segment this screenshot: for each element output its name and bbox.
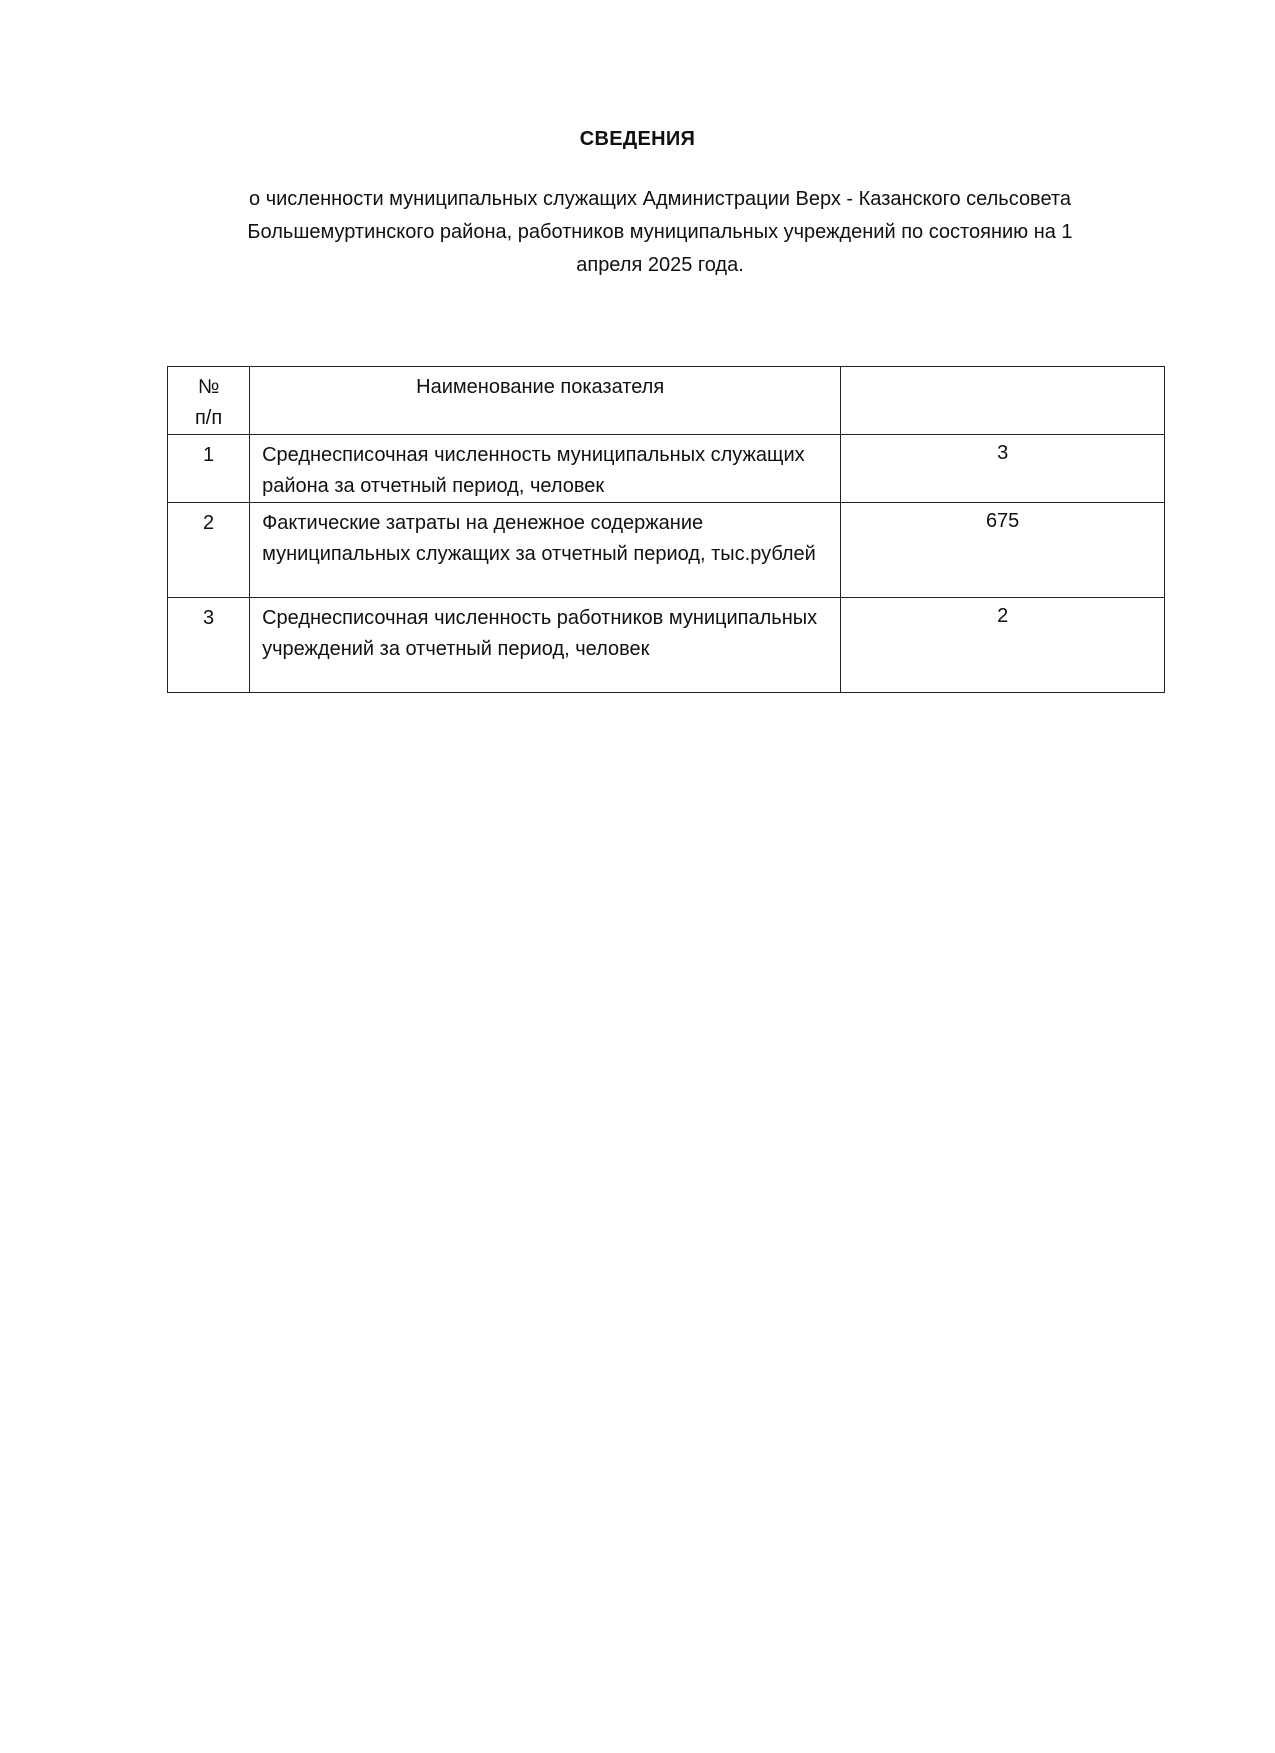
row-value: 2 (841, 598, 1165, 693)
row-value: 3 (841, 435, 1165, 503)
row-name: Фактические затраты на денежное содержание муниципальных служащих за отчетный период, тыс.рублей (250, 503, 841, 598)
subtitle-line: о численности муниципальных служащих Администрации Верх - Казанского сельсовета (249, 188, 1071, 210)
row-name: Среднесписочная численность работников муниципальных учреждений за отчетный период, человек (250, 598, 841, 693)
row-num: 2 (168, 503, 250, 598)
row-name: Среднесписочная численность муниципальных служащих района за отчетный период, человек (250, 435, 841, 503)
document-title: СВЕДЕНИЯ (579, 128, 696, 150)
header-num-line: № (197, 376, 220, 398)
subtitle-line: апреля 2025 года. (576, 254, 744, 276)
row-num: 3 (168, 598, 250, 693)
table-row (168, 435, 1165, 503)
header-value (841, 367, 1165, 435)
header-num (168, 367, 250, 435)
table-row (168, 503, 1165, 598)
row-value: 675 (841, 503, 1165, 598)
table-header-row (168, 367, 1165, 435)
table-row (168, 598, 1165, 693)
header-name: Наименование показателя (250, 367, 841, 435)
row-num: 1 (168, 435, 250, 503)
indicators-table (167, 366, 1165, 693)
document-subtitle (170, 183, 1150, 282)
header-num-line: п/п (194, 407, 223, 429)
subtitle-line: Большемуртинского района, работников муниципальных учреждений по состоянию на 1 (247, 221, 1073, 243)
